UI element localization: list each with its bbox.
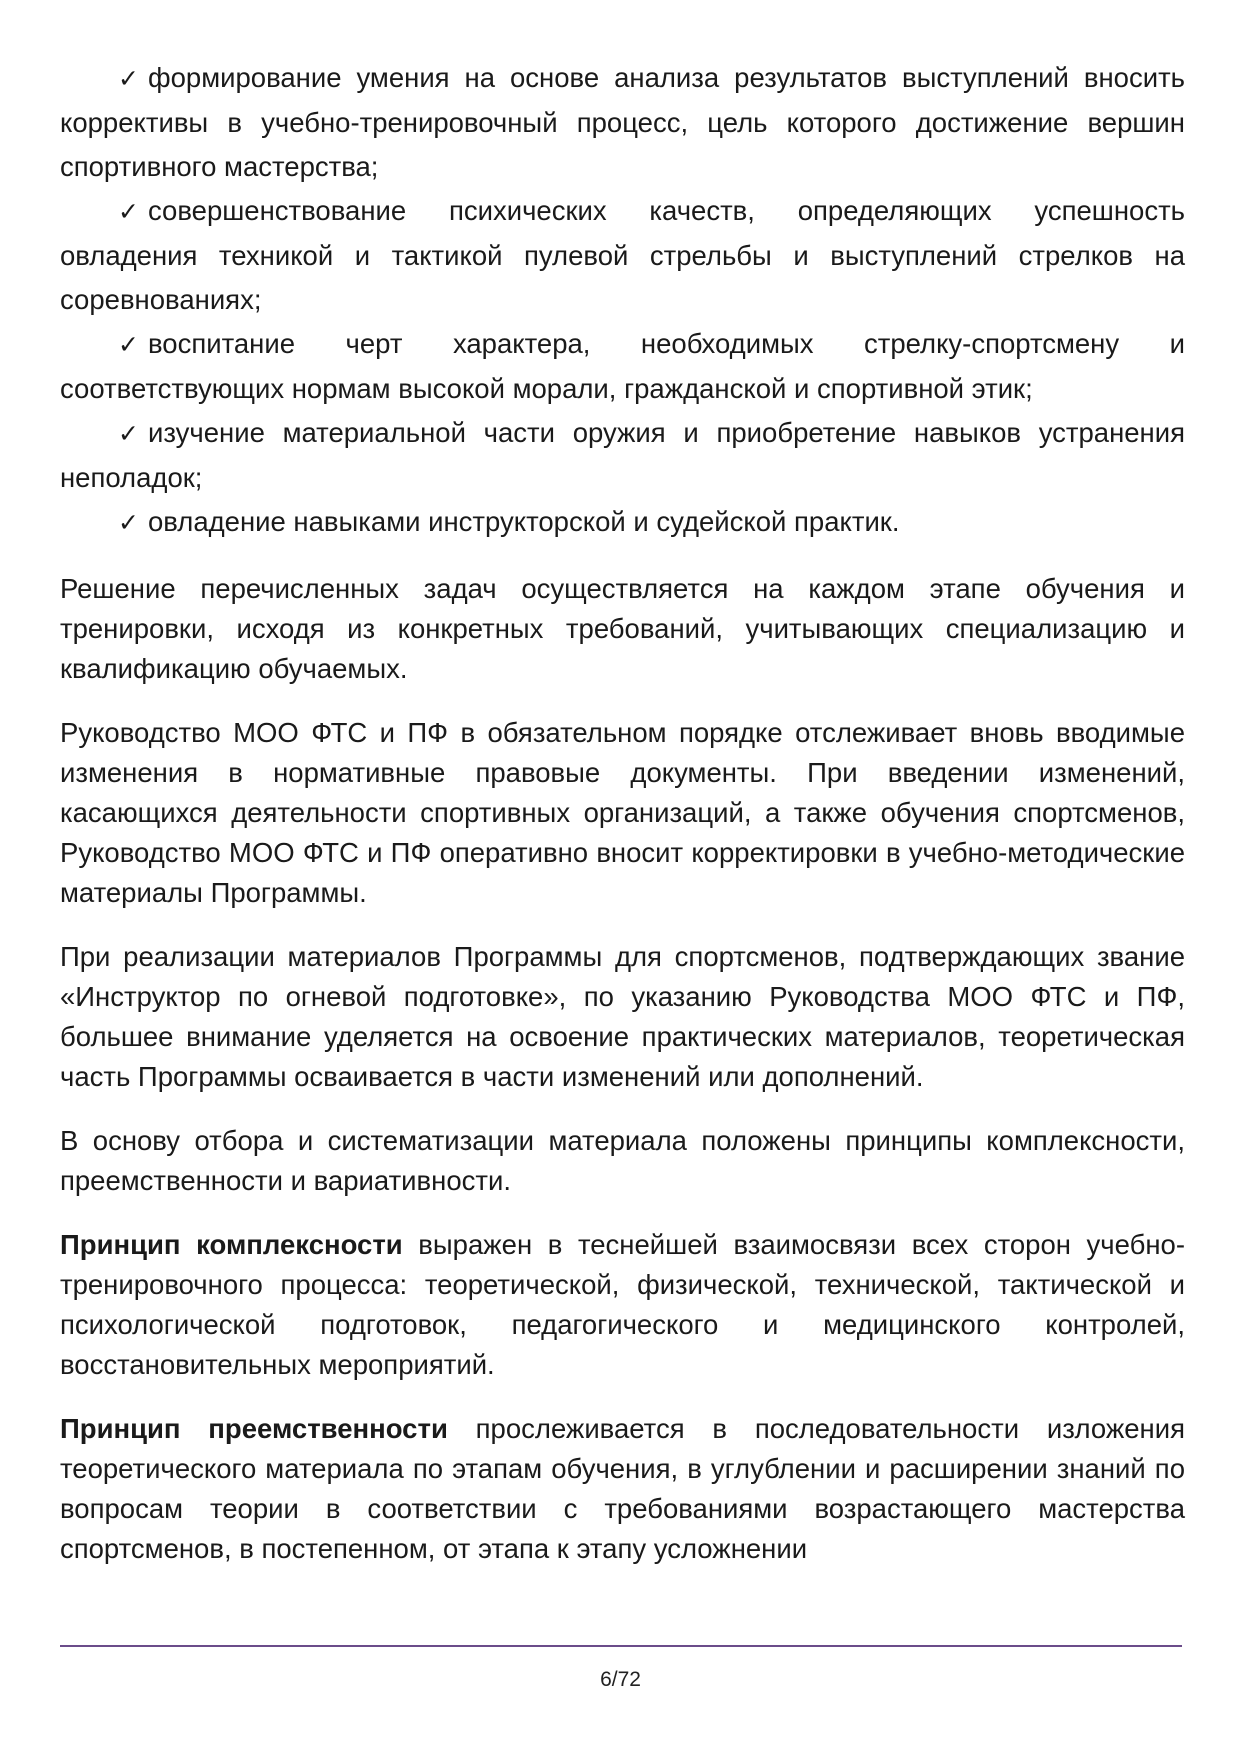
bullet-text: воспитание черт характера, необходимых стрелку-спортсмену и соответствующих нормам высокой морали, гражданской и спортивной этик;: [60, 328, 1185, 404]
bullet-item: [60, 322, 1185, 411]
continuity-principle-text: прослеживается в последовательности изложения теоретического материала по этапам обучения, в углублении и расширении знаний по вопросам теории в соответствии с требованиями возрастающего мастерства спортсменов, в постепенном, от этапа к этапу усложнении: [60, 1413, 1185, 1564]
paragraph-principles-intro: В основу отбора и систематизации материала положены принципы комплексности, преемственности и вариативности.: [60, 1125, 1185, 1196]
bullet-text: формирование умения на основе анализа результатов выступлений вносить коррективы в учебно-тренировочный процесс, цель которого достижение вершин спортивного мастерства;: [60, 62, 1185, 182]
continuity-principle-term: Принцип преемственности: [60, 1413, 448, 1444]
checkmark-icon: ✓: [118, 197, 139, 226]
complexity-principle-text: выражен в теснейшей взаимосвязи всех сторон учебно-тренировочного процесса: теоретической, физической, технической, тактической и психологической подготовок, педагогического и медицинского контролей, восстановительных мероприятий.: [60, 1229, 1185, 1380]
complexity-principle-term: Принцип комплексности: [60, 1229, 403, 1260]
bullet-item: [60, 56, 1185, 189]
task-bullet-list: [60, 56, 1185, 545]
bullet-item: [60, 189, 1185, 322]
paragraph-management-updates: Руководство МОО ФТС и ПФ в обязательном порядке отслеживает вновь вводимые изменения в нормативные правовые документы. При введении изменений, касающихся деятельности спортивных организаций, а также обучения спортсменов, Руководство МОО ФТС и ПФ оперативно вносит корректировки в учебно-методические материалы Программы.: [60, 717, 1185, 908]
checkmark-icon: ✓: [118, 64, 139, 93]
bullet-text: изучение материальной части оружия и приобретение навыков устранения неполадок;: [60, 417, 1185, 493]
paragraph-task-solution: Решение перечисленных задач осуществляется на каждом этапе обучения и тренировки, исходя из конкретных требований, учитывающих специализацию и квалификацию обучаемых.: [60, 573, 1185, 684]
paragraph-instructor-program: При реализации материалов Программы для спортсменов, подтверждающих звание «Инструктор по огневой подготовке», по указанию Руководства МОО ФТС и ПФ, большее внимание уделяется на освоение практических материалов, теоретическая часть Программы осваивается в части изменений или дополнений.: [60, 941, 1185, 1092]
bullet-item: [60, 411, 1185, 500]
bullet-item: [60, 500, 1185, 545]
footer-divider: [60, 1645, 1182, 1647]
page-number: 6/72: [600, 1668, 641, 1691]
page-content: [60, 56, 1185, 1569]
bullet-text: совершенствование психических качеств, определяющих успешность овладения техникой и тактикой пулевой стрельбы и выступлений стрелков на соревнованиях;: [60, 195, 1185, 315]
bullet-text: овладение навыками инструкторской и судейской практик.: [148, 506, 900, 537]
paragraph-complexity-principle: [60, 1225, 1185, 1385]
checkmark-icon: ✓: [118, 508, 139, 537]
paragraph-continuity-principle: [60, 1409, 1185, 1569]
checkmark-icon: ✓: [118, 419, 139, 448]
checkmark-icon: ✓: [118, 330, 139, 359]
